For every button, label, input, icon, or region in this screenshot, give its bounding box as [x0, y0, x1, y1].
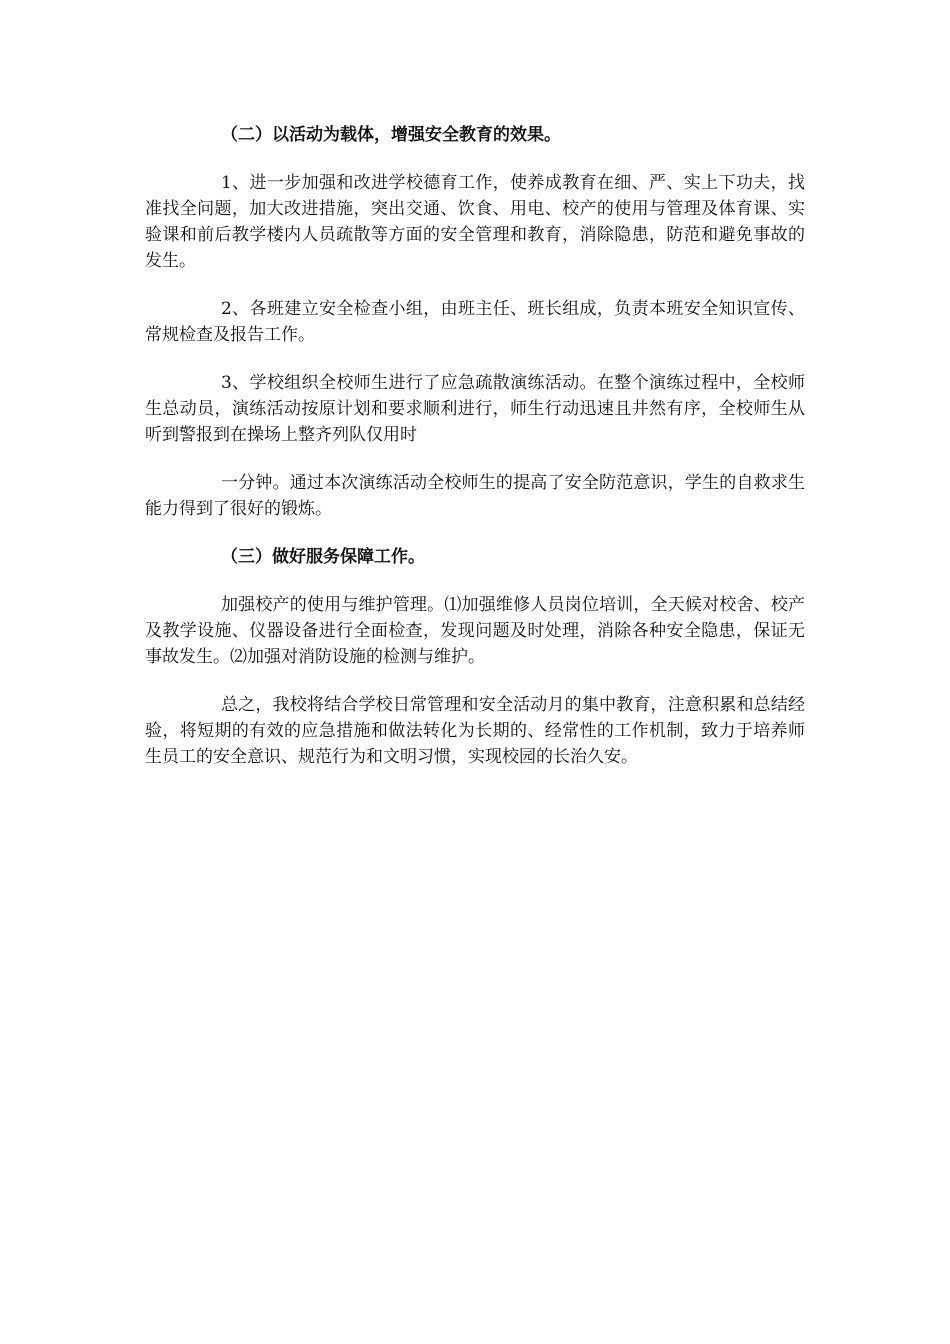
section-heading-3: （三）做好服务保障工作。 [221, 547, 425, 567]
section-heading-2: （二）以活动为载体，增强安全教育的效果。 [221, 125, 561, 145]
paragraph-2: 2、各班建立安全检查小组，由班主任、班长组成，负责本班安全知识宣传、常规检查及报告工作。 [145, 299, 805, 345]
paragraph-4: 一分钟。通过本次演练活动全校师生的提高了安全防范意识，学生的自救求生能力得到了很好的锻炼。 [145, 473, 805, 519]
paragraph-6: 总之，我校将结合学校日常管理和安全活动月的集中教育，注意积累和总结经验，将短期的有效的应急措施和做法转化为长期的、经常性的工作机制，致力于培养师生员工的安全意识、规范行为和文明习惯，实现校园的长治久安。 [145, 695, 805, 767]
paragraph-5: 加强校产的使用与维护管理。⑴加强维修人员岗位培训，全天候对校舍、校产及教学设施、仪器设备进行全面检查，发现问题及时处理，消除各种安全隐患，保证无事故发生。⑵加强对消防设施的检测与维护。 [145, 595, 805, 667]
paragraph-1: 1、进一步加强和改进学校德育工作，使养成教育在细、严、实上下功夫，找准找全问题，加大改进措施，突出交通、饮食、用电、校产的使用与管理及体育课、实验课和前后教学楼内人员疏散等方面的安全管理和教育，消除隐患，防范和避免事故的发生。 [145, 173, 805, 271]
paragraph-3: 3、学校组织全校师生进行了应急疏散演练活动。在整个演练过程中，全校师生总动员，演练活动按原计划和要求顺利进行，师生行动迅速且井然有序，全校师生从听到警报到在操场上整齐列队仅用时 [145, 373, 805, 445]
document-body [145, 122, 805, 792]
